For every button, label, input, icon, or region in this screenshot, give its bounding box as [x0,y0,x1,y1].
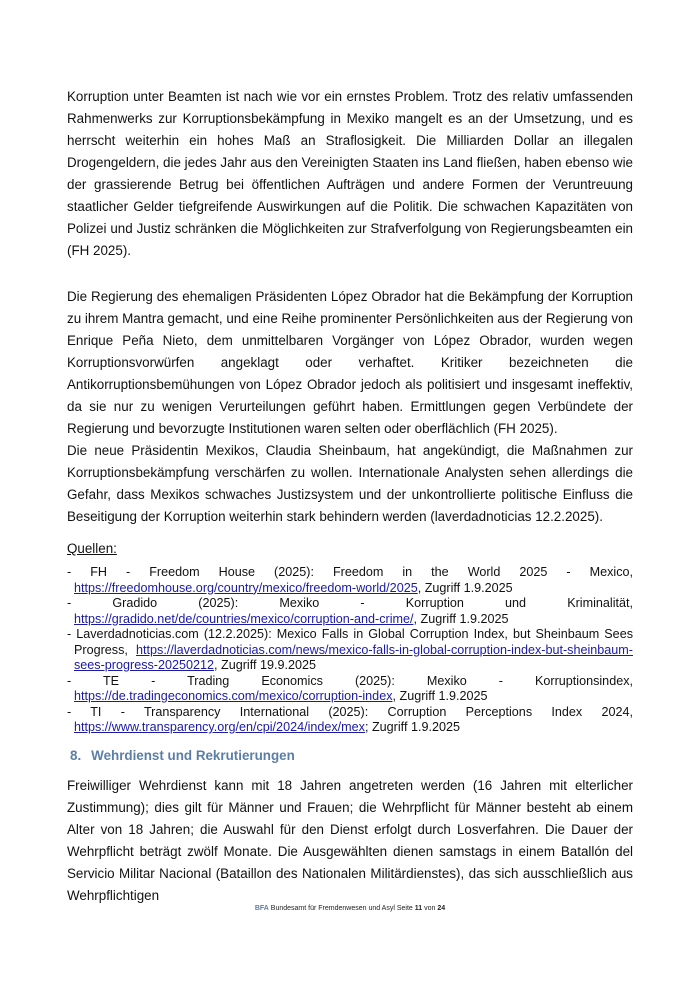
source-access: ; Zugriff 1.9.2025 [364,720,460,734]
source-access: , Zugriff 1.9.2025 [392,689,488,703]
source-link[interactable]: https://de.tradingeconomics.com/mexico/corruption-index [74,689,393,703]
sources-list [67,565,633,736]
source-text: - TI - Transparency International (2025): Corruption Perceptions Index 2024, [67,704,633,719]
section-title: Wehrdienst und Rekrutierungen [91,748,295,763]
source-link[interactable]: https://www.transparency.org/en/cpi/2024/index/mex [74,720,365,734]
source-text: - TE - Trading Economics (2025): Mexiko - Korruptionsindex, [67,673,633,688]
text-block [67,86,633,262]
page-number: 11 [414,905,423,912]
paragraph: Freiwilliger Wehrdienst kann mit 18 Jahren angetreten werden (16 Jahren mit elterlicher Zustimmung); dies gilt für Männer und Frauen; die Wehrpflicht für Männer besteht ab einem Alter von 18 Jahren; die Auswahl für den Dienst erfolgt durch Losverfahren. Die Dauer der Wehrpflicht beträgt zwölf Monate. Die Ausgewählten dienen samstags in einem Batallón del Servicio Militar Nacional (Bataillon des Nationalen Militärdienstes), das sich ausschließlich aus Wehrpflichtigen [67,778,633,903]
source-item [67,674,633,705]
source-access: , Zugriff 1.9.2025 [413,611,509,626]
paragraph: Die neue Präsidentin Mexikos, Claudia Sheinbaum, hat angekündigt, die Maßnahmen zur Korruptionsbekämpfung verschärfen zu wollen. Internationale Analysten sehen allerdings die Gefahr, dass Mexikos schwaches Justizsystem und der unkontrollierte politische Einfluss die Beseitigung der Korruption weiterhin stark behindern werden (laverdadnoticias 12.2.2025). [67,443,633,524]
footer-brand: BFA [254,905,269,912]
source-item [67,627,633,674]
source-link[interactable]: https://freedomhouse.org/country/mexico/freedom-world/2025 [74,580,418,595]
source-access: , Zugriff 1.9.2025 [417,580,513,595]
source-access: , Zugriff 19.9.2025 [214,658,317,672]
section-number: 8. [70,748,82,763]
paragraph: Die Regierung des ehemaligen Präsidenten López Obrador hat die Bekämpfung der Korruption zu ihrem Mantra gemacht, und eine Reihe prominenter Persönlichkeiten aus der Regierung von Enrique Peña Nieto, dem unmittelbaren Vorgänger von López Obrador, wurden wegen Korruptionsvorwürfen angeklagt oder verhaftet. Kritiker bezeichneten die Antikorruptionsbemühungen von López Obrador jedoch als politisiert und insgesamt ineffektiv, da sie nur zu wenigen Verurteilungen geführt haben. Ermittlungen gegen Verbündete der Regierung und bevorzugte Institutionen waren selten oder oberflächlich (FH 2025). [67,289,633,436]
text-block [67,286,633,528]
source-text: - Laverdadnoticias.com (12.2.2025): Mexico Falls in Global Corruption Index, but Sheinbaum Sees Progress, [67,627,633,657]
section-heading [70,748,305,763]
source-item [67,565,633,596]
footer-of: von [422,905,438,912]
source-link[interactable]: https://laverdadnoticias.com/news/mexico-falls-in-global-corruption-index-but-sheinbaum-sees-progress-20250212 [74,642,633,672]
source-item [67,705,633,736]
source-link[interactable]: https://gradido.net/de/countries/mexico/corruption-and-crime/ [74,611,414,626]
sources-label: Quellen: [67,541,117,556]
source-item [67,596,633,627]
source-text: - FH - Freedom House (2025): Freedom in the World 2025 - Mexico, [67,565,633,579]
paragraph: Korruption unter Beamten ist nach wie vor ein ernstes Problem. Trotz des relativ umfassenden Rahmenwerks zur Korruptionsbekämpfung in Mexiko mangelt es an der Umsetzung, und es herrscht weiterhin ein hohes Maß an Straflosigkeit. Die Milliarden Dollar an illegalen Drogengeldern, die jedes Jahr aus den Vereinigten Staaten ins Land fließen, haben ebenso wie der grassierende Betrug bei öffentlichen Aufträgen und andere Formen der Veruntreuung staatlicher Gelder tiefgreifende Auswirkungen auf die Politik. Die schwachen Kapazitäten von Polizei und Justiz schränken die Möglichkeiten zur Strafverfolgung von Regierungsbeamten ein (FH 2025). [67,89,633,258]
source-text: - Gradido (2025): Mexiko - Korruption und Kriminalität, [67,596,633,610]
footer-text: Bundesamt für Fremdenwesen und Asyl Seite [268,905,415,912]
page-total: 24 [437,905,446,912]
page-footer [0,905,700,912]
text-block [67,775,633,907]
